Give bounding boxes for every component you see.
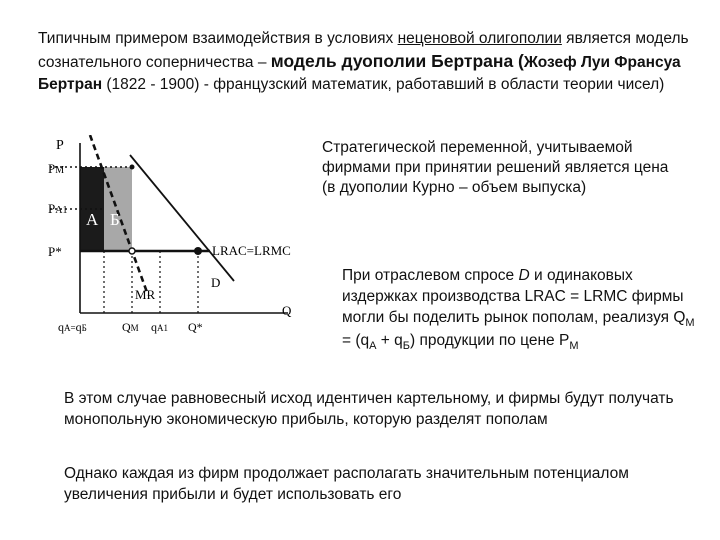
demand-label: D (211, 275, 221, 290)
area-a-label: А (86, 210, 99, 229)
point-pm (130, 165, 135, 170)
mr-label: MR (135, 287, 156, 302)
intro-underlined-term: неценовой олигополии (397, 30, 562, 47)
lrac-label: LRAC=LRMC (212, 243, 291, 258)
intro-person-name: Жозеф Луи Франсуа Бертран (38, 54, 681, 93)
demand-line (130, 155, 234, 281)
qa-qb-label: qА=qБ (58, 320, 87, 334)
point-qm (129, 248, 135, 254)
pm-label: PM (48, 161, 65, 176)
intro-model-name: модель дуополии Бертрана ( (270, 51, 524, 71)
pa1-label: PA1 (48, 201, 68, 216)
strategy-paragraph: Стратегической переменной, учитываемой фирмами при принятии решений является цена (в дуополии Курно – объем выпуска) (322, 139, 669, 196)
intro-text-3: (1822 - 1900) - французский математик, работавший в области теории чисел) (102, 76, 665, 93)
area-b-label: Б (110, 210, 120, 229)
qstar-label: Q* (188, 320, 203, 334)
however-paragraph: Однако каждая из фирм продолжает располагать значительным потенциалом увеличения прибыли и будет использовать его (64, 465, 629, 503)
point-qstar (194, 247, 202, 255)
q-axis-label: Q (282, 303, 292, 318)
qm-label: QM (122, 320, 139, 334)
equilibrium-paragraph: В этом случае равновесный исход идентичен картельному, и фирмы будут получать монопольную экономическую прибыль, которую разделят пополам (64, 390, 674, 428)
demand-paragraph: При отраслевом спросе D и одинаковых издержках производства LRAC = LRMC фирмы могли бы поделить рынок пополам, реализуя $Q_M = (q_А + q_Б)$ продукции по цене $Р_M$ (342, 267, 695, 352)
pstar-label: P* (48, 244, 62, 259)
p-axis-label: P (56, 138, 64, 153)
bertrand-graph (38, 135, 328, 345)
demand-d-symbol: D (518, 267, 530, 284)
intro-text-2: является модель сознательного соперничества – (38, 30, 689, 71)
intro-text-1: Типичным примером взаимодействия в условиях (38, 30, 398, 47)
qa1-label: qA1 (151, 320, 168, 334)
intro-paragraph (38, 28, 698, 96)
